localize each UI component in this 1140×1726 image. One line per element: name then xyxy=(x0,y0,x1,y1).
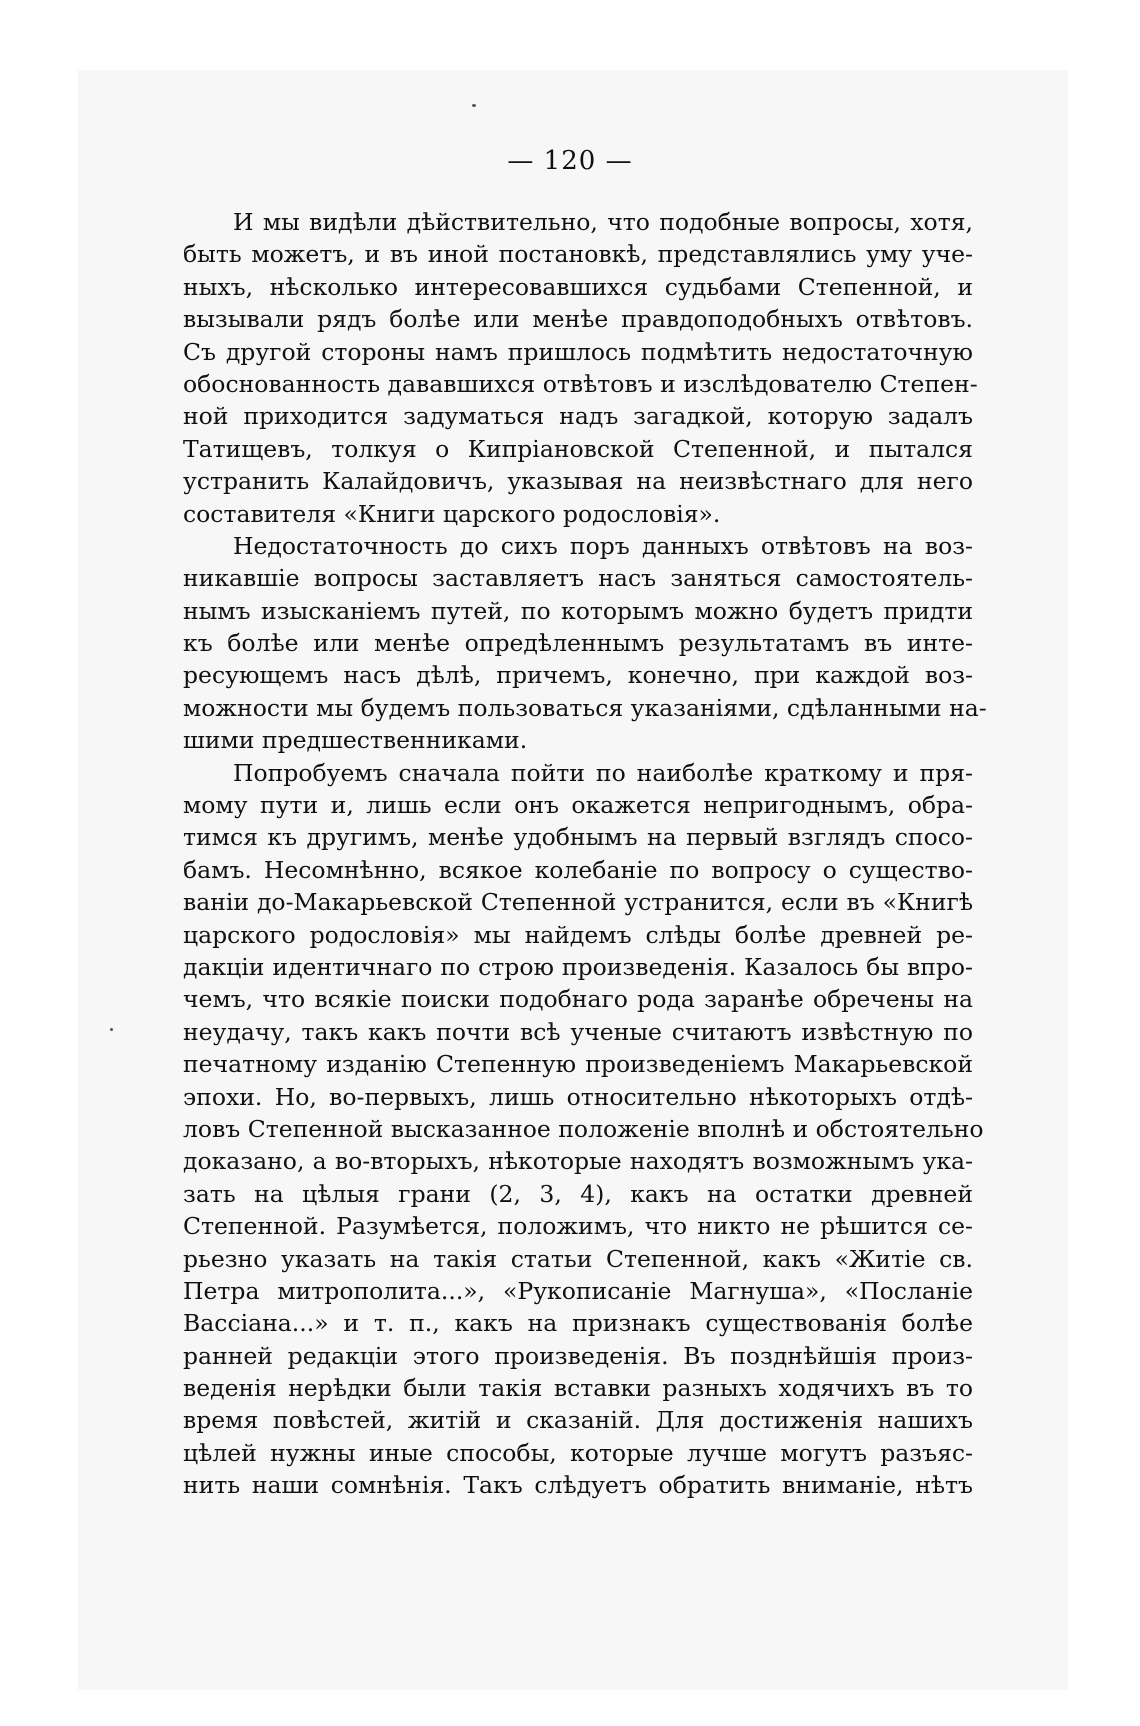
scan-speck xyxy=(472,104,476,107)
text-line: время повѣстей, житій и сказаній. Для достиженія нашихъ xyxy=(183,1406,973,1435)
text-line: ныхъ, нѣсколько интересовавшихся судьбами Степенной, и xyxy=(183,272,973,301)
text-line: никавшіе вопросы заставляетъ насъ заняться самостоятель- xyxy=(183,564,973,593)
text-line: ваніи до-Макарьевской Степенной устранится, если въ «Книгѣ xyxy=(183,888,973,917)
page-number: — 120 — xyxy=(507,146,633,176)
text-line: дакціи идентичнаго по строю произведенія. Казалось бы впро- xyxy=(183,952,973,981)
text-line: нымъ изысканіемъ путей, по которымъ можно будетъ придти xyxy=(183,596,973,625)
text-line: ной приходится задуматься надъ загадкой, которую задалъ xyxy=(183,402,973,431)
text-line: ловъ Степенной высказанное положеніе вполнѣ и обстоятельно xyxy=(183,1114,984,1143)
text-line: цѣлей нужны иные способы, которые лучше могутъ разъяс- xyxy=(183,1438,973,1467)
text-line: шими предшественниками. xyxy=(183,726,528,755)
scan-speck xyxy=(110,1028,113,1031)
text-line: царского родословія» мы найдемъ слѣды болѣе древней ре- xyxy=(183,920,973,949)
text-line: рьезно указать на такія статьи Степенной, какъ «Житіе св. xyxy=(183,1244,973,1273)
text-line: Вассіана...» и т. п., какъ на признакъ существованія болѣе xyxy=(183,1309,973,1338)
text-line: ранней редакціи этого произведенія. Въ позднѣйшія произ- xyxy=(183,1341,973,1370)
text-line: обоснованность дававшихся отвѣтовъ и изслѣдователю Степен- xyxy=(183,369,978,398)
text-line: тимся къ другимъ, менѣе удобнымъ на первый взглядъ спосо- xyxy=(183,823,973,852)
text-line: чемъ, что всякіе поиски подобнаго рода заранѣе обречены на xyxy=(183,985,973,1014)
text-line: печатному изданію Степенную произведеніемъ Макарьевской xyxy=(183,1050,973,1079)
text-line: мому пути и, лишь если онъ окажется непригоднымъ, обра- xyxy=(183,791,973,820)
text-line: Недостаточность до сихъ поръ данныхъ отвѣтовъ на воз- xyxy=(233,531,973,560)
text-line: И мы видѣли дѣйствительно, что подобные вопросы, хотя, xyxy=(233,208,973,236)
body-text xyxy=(183,206,987,1502)
text-line: Съ другой стороны намъ пришлось подмѣтить недостаточную xyxy=(183,337,973,366)
text-line: эпохи. Но, во-первыхъ, лишь относительно нѣкоторыхъ отдѣ- xyxy=(183,1082,973,1111)
text-line: Попробуемъ сначала пойти по наиболѣе краткому и пря- xyxy=(233,758,973,787)
text-line: Татищевъ, толкуя о Кипріановской Степенной, и пытался xyxy=(183,434,973,463)
text-line: вызывали рядъ болѣе или менѣе правдоподобныхъ отвѣтовъ. xyxy=(183,305,973,334)
text-line: неудачу, такъ какъ почти всѣ ученые считаютъ извѣстную по xyxy=(183,1017,973,1046)
text-line: Петра митрополита...», «Рукописаніе Магнуша», «Посланіе xyxy=(183,1276,973,1305)
text-line: зать на цѣлыя грани (2, 3, 4), какъ на остатки древней xyxy=(183,1179,973,1208)
text-line: нить наши сомнѣнія. Такъ слѣдуетъ обратить вниманіе, нѣтъ xyxy=(183,1471,973,1500)
text-line: веденія нерѣдки были такія вставки разныхъ ходячихъ въ то xyxy=(183,1374,973,1403)
text-line: доказано, а во-вторыхъ, нѣкоторые находятъ возможнымъ ука- xyxy=(183,1147,973,1176)
text-line: быть можетъ, и въ иной постановкѣ, представлялись уму уче- xyxy=(183,240,973,269)
text-line: устранить Калайдовичъ, указывая на неизвѣстнаго для него xyxy=(183,467,973,496)
text-line: бамъ. Несомнѣнно, всякое колебаніе по вопросу о существо- xyxy=(183,855,973,884)
text-line: ресующемъ насъ дѣлѣ, причемъ, конечно, при каждой воз- xyxy=(183,661,973,690)
text-line: можности мы будемъ пользоваться указаніями, сдѣланными на- xyxy=(183,693,987,722)
text-line: Степенной. Разумѣется, положимъ, что никто не рѣшится се- xyxy=(183,1212,973,1241)
text-line: къ болѣе или менѣе опредѣленнымъ результатамъ въ инте- xyxy=(183,629,973,658)
text-line: составителя «Книги царского родословія». xyxy=(183,499,721,528)
